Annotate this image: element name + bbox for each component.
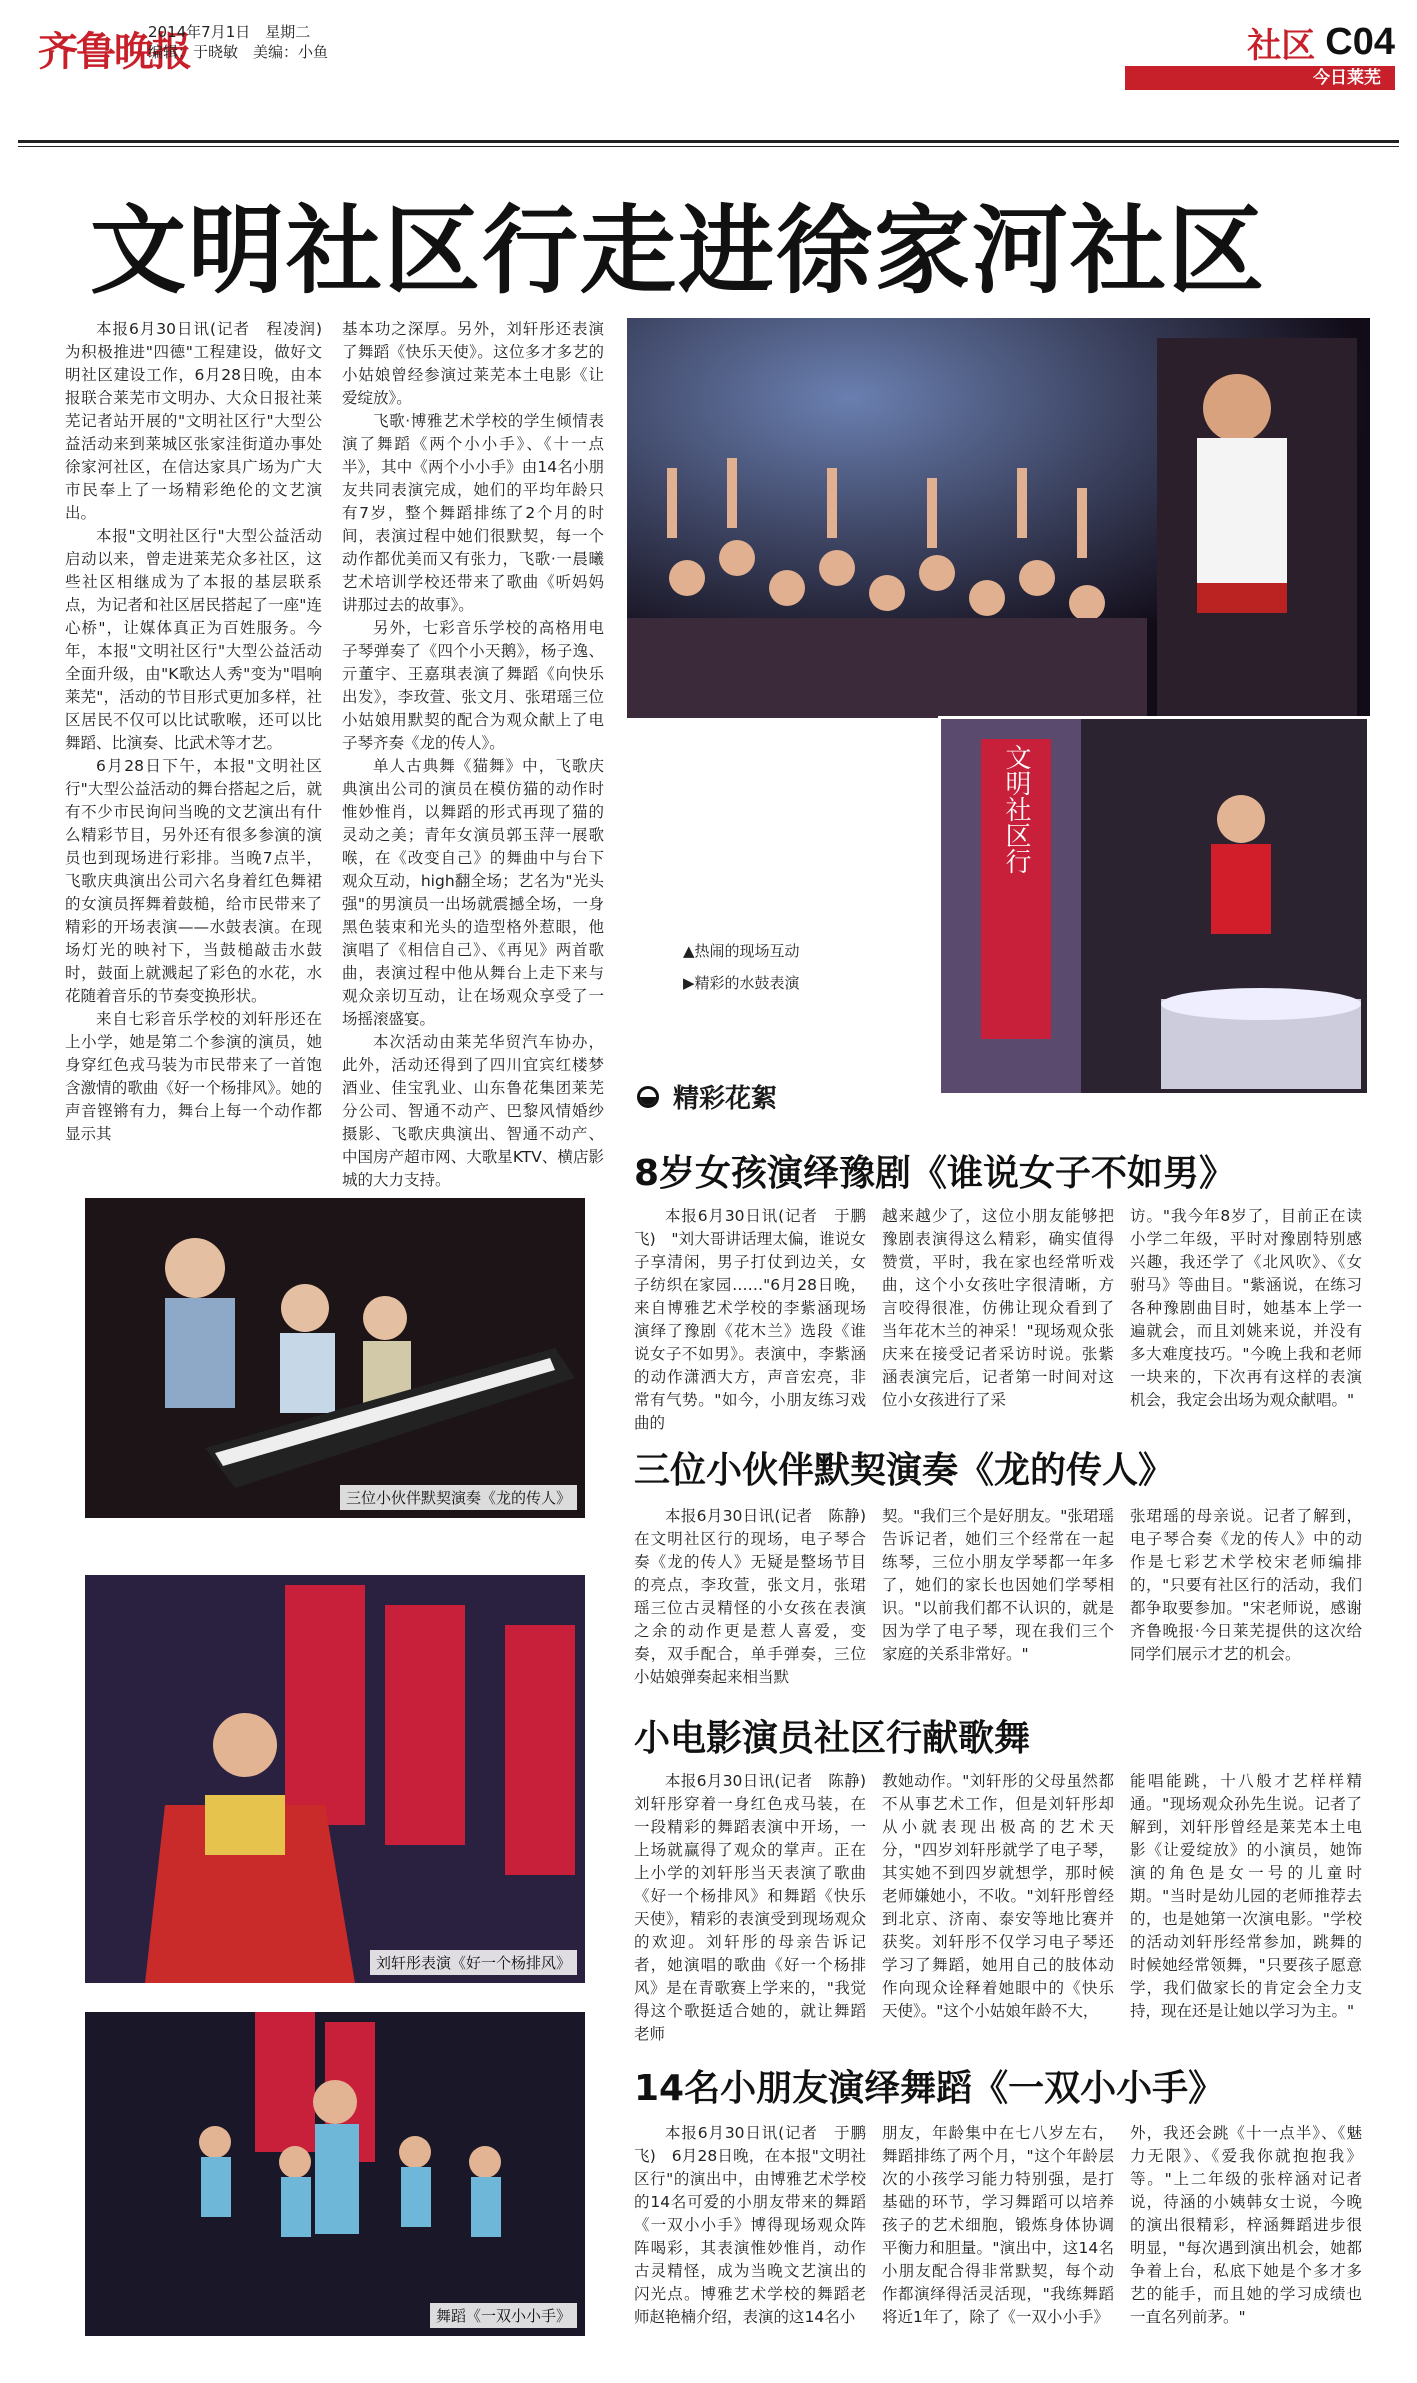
page-number: C04 (1325, 21, 1395, 63)
section-label: 社区 (1247, 26, 1316, 66)
kicker-label: 精彩花絮 (673, 1084, 778, 1114)
keyboard-photo-illustration (85, 1198, 585, 1518)
paragraph: 本报6月30日讯(记者 于鹏飞) "刘大哥讲话理太偏，谁说女子享清闲，男子打仗到边关，女子纺织在家园……"6月28日晚，来自博雅艺术学校的李紫涵现场演绎了豫剧《花木兰》选段《谁说女子不如男》。表演中，李紫涵的动作潇洒大方，声音宏亮，非常有气势。"如今，小朋友练习戏曲的 (634, 1207, 866, 1432)
paragraph: 本报6月30日讯(记者 程凌润) 为积极推进"四德"工程建设，做好文明社区建设工作，6月28日晚，由本报联合莱芜市文明办、大众日报社莱芜记者站开展的"文明社区行"大型公益活动来到莱城区张家洼街道办事处徐家河社区，在信达家具广场为广大市民奉上了一场精彩绝伦的文艺演出。 (65, 320, 338, 522)
paragraph: 飞歌·博雅艺术学校的学生倾情表演了舞蹈《两个小小手》、《十一点半》，其中《两个小小手》由14名小朋友共同表演完成，她们的平均年龄只有7岁，整个舞蹈排练了2个月的时间，表演过程中她们很默契，每一个动作都优美而又有张力，飞歌·一晨曦艺术培训学校还带来了歌曲《听妈妈讲那过去的故事》。 (342, 412, 604, 614)
kicker-circle-icon (637, 1086, 659, 1108)
paragraph: 本报6月30日讯(记者 陈静) 刘轩彤穿着一身红色戎马装，在一段精彩的舞蹈表演中开场，一上场就赢得了观众的掌声。正在上小学的刘轩彤当天表演了歌曲《好一个杨排风》和舞蹈《快乐天使》，精彩的表演受到现场观众的欢迎。刘轩彤的母亲告诉记者，她演唱的歌曲《好一个杨排风》是在青歌赛上学来的，"我觉得这个歌挺适合她的，就让舞蹈老师 (634, 1772, 882, 2043)
paragraph: 本报"文明社区行"大型公益活动启动以来，曾走进莱芜众多社区，这些社区相继成为了本报的基层联系点，为记者和社区居民搭起了一座"连心桥"，让媒体真正为百姓服务。今年，本报"文明社区行"大型公益活动全面升级，由"K歌达人秀"变为"唱响莱芜"，活动的节目形式更加多样，社区居民不仅可以比试歌喉，还可以比舞蹈、比演奏、比武术等才艺。 (65, 527, 322, 752)
masthead-meta (148, 22, 328, 62)
top-rule-thin (18, 146, 1399, 147)
photo-caption: 三位小伙伴默契演奏《龙的传人》 (340, 1485, 577, 1510)
main-article-col1 (65, 318, 338, 1146)
paragraph: 基本功之深厚。另外，刘轩彤还表演了舞蹈《快乐天使》。这位多才多艺的小姑娘曾经参演过莱芜本土电影《让爱绽放》。 (342, 320, 604, 407)
paragraph: 本报6月30日讯(记者 于鹏飞) 6月28日晚，在本报"文明社区行"的演出中，由博雅艺术学校的14名可爱的小朋友带来的舞蹈《一双小小手》博得现场观众阵阵喝彩，其表演惟妙惟肖，动作古灵精怪，成为当晚文艺演出的闪光点。博雅艺术学校的舞蹈老师赵艳楠介绍，表演的这14名小 (634, 2124, 866, 2326)
article-col (882, 1770, 1114, 2023)
article-col (882, 1505, 1114, 1666)
article-col (634, 2122, 866, 2329)
article-col (1130, 1205, 1362, 1412)
paragraph: 来自七彩音乐学校的刘轩彤还在上小学，她是第二个参演的演员，她身穿红色戎马装为市民带来了一首饱含激情的歌曲《好一个杨排风》。她的声音铿锵有力，舞台上每一个动作都显示其 (65, 1010, 322, 1143)
paragraph: 6月28日下午，本报"文明社区行"大型公益活动的舞台搭起之后，就有不少市民询问当晚的文艺演出有什么精彩节目，另外还有很多参演的演员也到现场进行彩排。当晚7点半，飞歌庆典演出公司六名身着红色舞裙的女演员挥舞着鼓槌，给市民带来了精彩的开场表演——水鼓表演。在现场灯光的映衬下，当鼓槌敲击水鼓时，鼓面上就溅起了彩色的水花，水花随着音乐的节奏变换形状。 (65, 757, 322, 1005)
paragraph: 访。"我今年8岁了，目前正在读小学二年级，平时对豫剧特别感兴趣，我还学了《北风吹》、《女驸马》等曲目。"紫涵说，在练习各种豫剧曲目时，她基本上学一遍就会，而且刘姚来说，并没有多大难度技巧。"今晚上我和老师一块来的，下次再有这样的表演机会，我定会出场为观众献唱。" (1130, 1207, 1362, 1409)
photo-caption: 舞蹈《一双小小手》 (430, 2303, 577, 2328)
date-line: 2014年7月1日 星期二 (148, 23, 311, 41)
paragraph: 教她动作。"刘轩彤的父母虽然都不从事艺术工作，但是刘轩彤却从小就表现出极高的艺术天分，"四岁刘轩彤就学了电子琴，其实她不到四岁就想学，那时候老师嫌她小，不收。"刘轩彤曾经到北京、济南、泰安等地比赛并获奖。刘轩彤不仅学习电子琴还学习了舞蹈，她用自己的肢体动作向现众诠释着她眼中的《快乐天使》。"这个小姑娘年龄不大， (882, 1772, 1114, 2020)
edition-banner: 今日莱芜 (1125, 66, 1395, 90)
caption-interaction: ▲热闹的现场互动 (683, 942, 800, 960)
article-col (882, 2122, 1114, 2329)
paragraph: 契。"我们三个是好朋友。"张珺瑶告诉记者，她们三个经常在一起练琴，三位小朋友学琴都一年多了，她们的家长也因她们学琴相识。"以前我们都不认识的，就是因为学了电子琴，现在我们三个家庭的关系非常好。" (882, 1507, 1114, 1663)
article-title: 小电影演员社区行献歌舞 (634, 1718, 1031, 1759)
editors-line: 编辑：于晓敏 美编：小鱼 (148, 43, 329, 61)
drum-photo-illustration (941, 719, 1367, 1093)
photo-water-drum (938, 716, 1370, 1096)
crowd-photo-illustration (627, 318, 1370, 718)
paragraph: 外，我还会跳《十一点半》、《魅力无限》、《爱我你就抱抱我》等。"上二年级的张梓涵对记者说，待涵的小姨韩女士说，今晚的演出很精彩，梓涵舞蹈进步很明显，"每次遇到演出机会，她都争着上台，私底下她是个多才多艺的能手，而且她的学习成绩也一直名列前茅。" (1130, 2124, 1362, 2326)
paragraph: 能唱能跳，十八般才艺样样精通。"现场观众孙先生说。记者了解到，刘轩彤曾经是莱芜本土电影《让爱绽放》的小演员，她饰演的角色是女一号的儿童时期。"当时是幼儿园的老师推荐去的，也是她第一次演电影。"学校的活动刘轩彤经常参加，跳舞的时候她经常领舞，"只要孩子愿意学，我们做家长的肯定会全力支持，现在还是让她以学习为主。" (1130, 1772, 1362, 2020)
paragraph: 朋友，年龄集中在七八岁左右，舞蹈排练了两个月，"这个年龄层次的小孩学习能力特别强，是打基础的环节，学习舞蹈可以培养孩子的艺术细胞，锻炼身体协调平衡力和胆量。"演出中，这14名小朋友配合得非常默契，每个动作都演绎得活灵活现，"我练舞蹈将近1年了，除了《一双小小手》 (882, 2124, 1114, 2326)
section-header (1247, 18, 1395, 67)
photo-little-hands-dance (85, 2012, 585, 2336)
article-col (1130, 1505, 1362, 1666)
main-article-col2 (342, 318, 604, 1192)
article-col (1130, 2122, 1362, 2329)
paragraph: 本次活动由莱芜华贸汽车协办，此外，活动还得到了四川宜宾红楼梦酒业、佳宝乳业、山东鲁花集团莱芜分公司、智通不动产、巴黎风情婚纱摄影、飞歌庆典演出、智通不动产、中国房产超市网、大歌星KTV、横店影城的大力支持。 (342, 1033, 604, 1189)
main-headline: 文明社区行走进徐家河社区 (90, 195, 1266, 307)
top-rule (18, 140, 1399, 143)
dance-photo-illustration (85, 2012, 585, 2336)
paragraph: 另外，七彩音乐学校的高格用电子琴弹奏了《四个小天鹅》，杨子逸、亓董宇、王嘉琪表演了舞蹈《向快乐出发》，李玫萱、张文月、张珺瑶三位小姑娘用默契的配合为观众献上了电子琴齐奏《龙的传人》。 (342, 619, 604, 752)
article-col (634, 1205, 866, 1435)
photo-keyboard-trio (85, 1198, 585, 1518)
article-title: 8岁女孩演绎豫剧《谁说女子不如男》 (634, 1153, 1236, 1194)
paragraph: 张珺瑶的母亲说。记者了解到，电子琴合奏《龙的传人》中的动作是七彩艺术学校宋老师编排的，"只要有社区行的活动，我们都争取要参加。"宋老师说，感谢齐鲁晚报·今日莱芜提供的这次给同学们展示才艺的机会。 (1130, 1507, 1362, 1663)
article-col (634, 1505, 882, 1689)
article-title: 三位小伙伴默契演奏《龙的传人》 (634, 1450, 1175, 1491)
article-col (1130, 1770, 1362, 2023)
highlights-kicker (637, 1078, 777, 1115)
paragraph: 本报6月30日讯(记者 陈静) 在文明社区行的现场，电子琴合奏《龙的传人》无疑是整场节目的亮点，李玫萱，张文月，张珺瑶三位古灵精怪的小女孩在表演之余的动作更是惹人喜爱，变奏，双手配合，单手弹奏，三位小姑娘弹奏起来相当默 (634, 1507, 882, 1686)
banner-text: 文明社区行 (1001, 744, 1031, 874)
singer-photo-illustration (85, 1575, 585, 1983)
article-title: 14名小朋友演绎舞蹈《一双小小手》 (634, 2068, 1225, 2109)
photo-liu-xuantong (85, 1575, 585, 1983)
article-col (634, 1770, 882, 2046)
photo-caption: 刘轩彤表演《好一个杨排风》 (370, 1950, 577, 1975)
caption-drum: ▶精彩的水鼓表演 (683, 974, 800, 992)
article-col (882, 1205, 1114, 1412)
photo-crowd-interaction (627, 318, 1370, 718)
paragraph: 越来越少了，这位小朋友能够把豫剧表演得这么精彩，确实值得赞赏，平时，我在家也经常听戏曲，这个小女孩吐字很清晰，方言咬得很准，仿佛让现众看到了当年花木兰的神采！"现场观众张庆来在接受记者采访时说。张紫涵表演完后，记者第一时间对这位小女孩进行了采 (882, 1207, 1114, 1409)
newspaper-logo: 齐鲁晚报 (38, 28, 190, 75)
paragraph: 单人古典舞《猫舞》中，飞歌庆典演出公司的演员在模仿猫的动作时惟妙惟肖，以舞蹈的形式再现了猫的灵动之美；青年女演员郭玉萍一展歌喉，在《改变自己》的舞曲中与台下观众互动，high翻全场；艺名为"光头强"的男演员一出场就震撼全场，一身黑色装束和光头的造型格外惹眼，他演唱了《相信自己》、《再见》两首歌曲，表演过程中他从舞台上走下来与观众亲切互动，让在场观众享受了一场摇滚盛宴。 (342, 757, 604, 1028)
